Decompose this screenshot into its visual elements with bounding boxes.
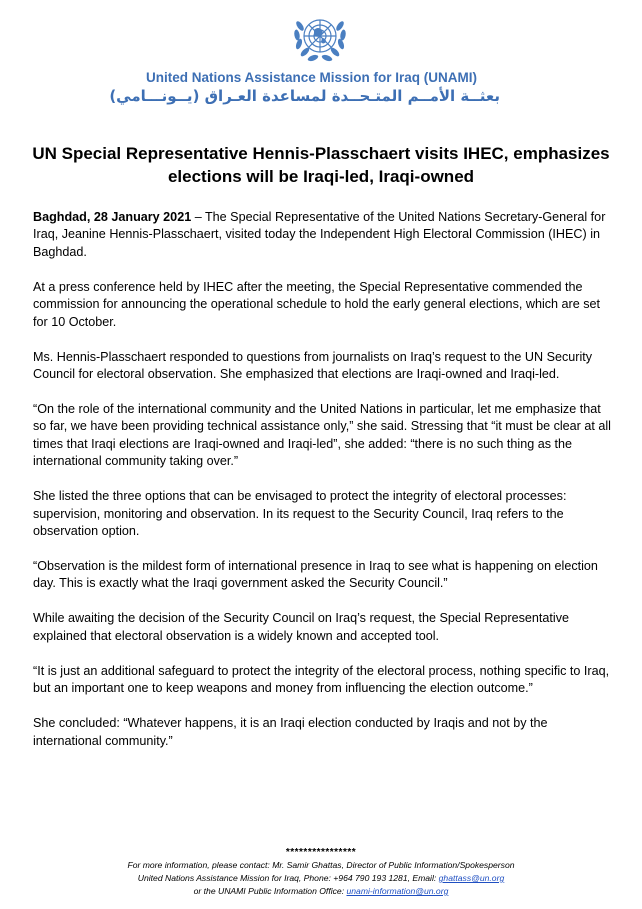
org-name-arabic: بعثــة الأمــم المتـحــدة لمساعدة العـراق (يــونـــامي) <box>109 87 500 105</box>
paragraph-7: While awaiting the decision of the Security Council on Iraq’s request, the Special Representative explained that electoral observation is a widely known and accepted tool. <box>33 611 569 643</box>
paragraph-6: “Observation is the mildest form of international presence in Iraq to see what is happening on election day. This is exactly what the Iraqi government asked the Security Council.” <box>33 559 598 591</box>
paragraph-1-text: – The Special Representative of the United Nations Secretary-General for Iraq, Jeanine Hennis-Plasschaert, visited today the Independent High Electoral Commission (IHEC) in Baghdad. <box>33 210 606 259</box>
paragraph-5: She listed the three options that can be envisaged to protect the integrity of electoral processes: supervision, monitoring and observation. In its request to the Security Council, Iraq refers to the observation option. <box>33 489 567 539</box>
paragraph-8: “It is just an additional safeguard to protect the integrity of the electoral process, nothing specific to Iraq, but an important one to keep weapons and money from influencing the election outcome.” <box>33 663 610 696</box>
footer-line-1: For more information, please contact: Mr. Samir Ghattas, Director of Public Information/Spokesperson <box>127 860 515 870</box>
paragraph-9: She concluded: “Whatever happens, it is an Iraqi election conducted by Iraqis and not by the international community.” <box>33 716 548 748</box>
footer-separator: **************** <box>285 847 357 858</box>
footer-line-2 <box>20 872 622 885</box>
page-title <box>20 142 622 188</box>
paragraph-1 <box>33 209 615 261</box>
footer-line-2-text: United Nations Assistance Mission for Iraq, Phone: +964 790 193 1281, Email: <box>137 873 439 883</box>
email-link-ghattass[interactable]: ghattass@un.org <box>438 873 505 883</box>
org-name-english: United Nations Assistance Mission for Iraq (UNAMI) <box>146 70 478 85</box>
paragraph-2: At a press conference held by IHEC after the meeting, the Special Representative commended the commission for announcing the operational schedule to hold the early general elections, which are set for 10 October. <box>33 279 601 329</box>
paragraph-4: “On the role of the international community and the United Nations in particular, let me emphasize that so far, we have been providing technical assistance only,” she said. Stressing that “it must be clear at all times that Iraqi elections are Iraqi-owned and Iraqi-led”, she added: “there is no such thing as the international community taking over.” <box>33 402 611 469</box>
footer-line-3-text: or the UNAMI Public Information Office: <box>193 886 347 896</box>
email-link-unami-information[interactable]: unami-information@un.org <box>346 886 449 896</box>
footer-line-3 <box>20 885 622 898</box>
title-line-1: UN Special Representative Hennis-Plasschaert visits IHEC, emphasizes <box>32 144 610 163</box>
article-body <box>33 209 615 768</box>
dateline: Baghdad, 28 January 2021 <box>33 210 192 224</box>
contact-footer <box>20 846 622 898</box>
title-line-2: elections will be Iraqi-led, Iraqi-owned <box>167 167 475 186</box>
un-emblem-icon <box>286 6 354 68</box>
paragraph-3: Ms. Hennis-Plasschaert responded to questions from journalists on Iraq’s request to the UN Security Council for electoral observation. She emphasized that elections are Iraqi-owned and Iraqi-led. <box>33 349 593 382</box>
